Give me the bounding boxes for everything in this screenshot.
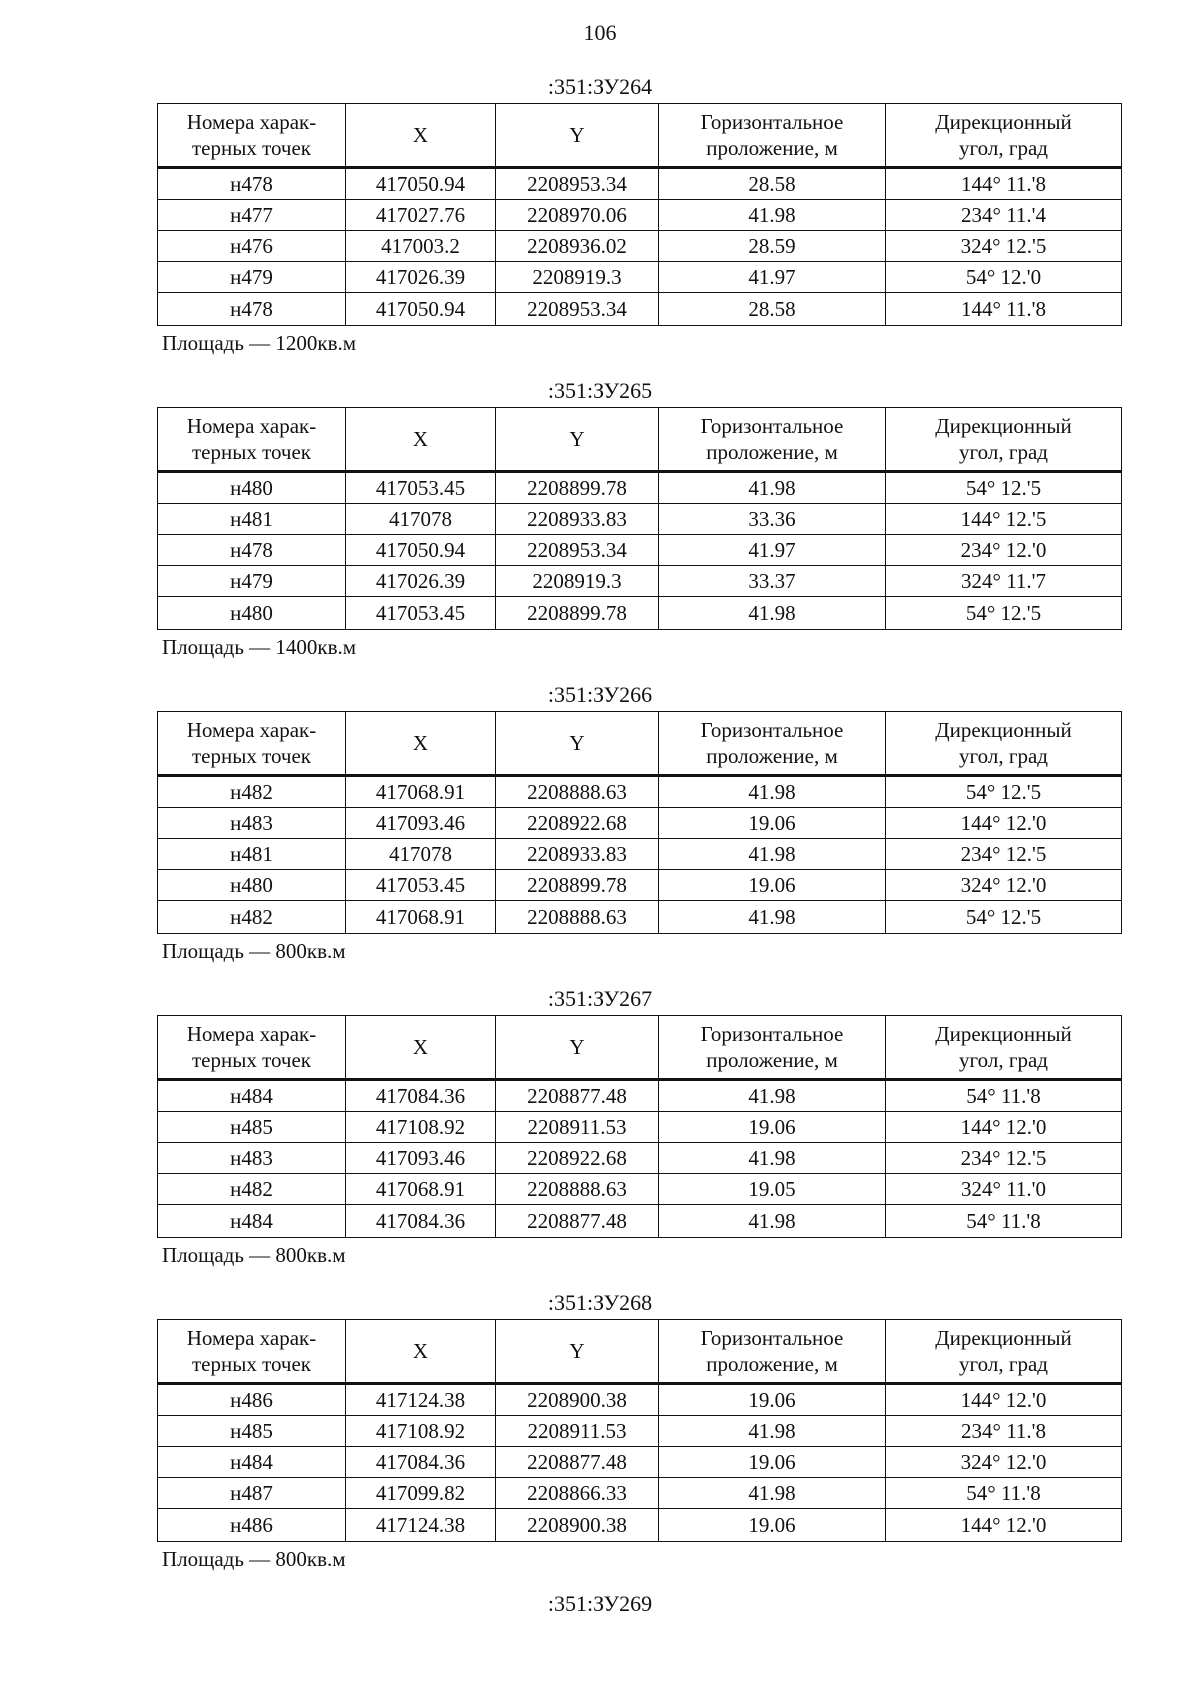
parcel-section [0,983,1200,1287]
cell-distance: 41.98 [659,901,886,934]
cell-distance: 41.98 [659,1478,886,1509]
cell-y: 2208911.53 [496,1112,659,1143]
header-y: Y [496,1016,659,1080]
cell-distance: 33.37 [659,566,886,597]
parcel-area: Площадь — 800кв.м [162,1243,346,1267]
table-row [158,566,1122,597]
table-row [158,1478,1122,1509]
table-row [158,200,1122,231]
cell-y: 2208911.53 [496,1416,659,1447]
parcel-list [0,71,1200,1591]
page-number: 106 [583,20,617,45]
cell-angle: 54° 11.'8 [886,1478,1122,1509]
cell-y: 2208933.83 [496,839,659,870]
cell-point: н483 [158,1143,346,1174]
cell-point: н478 [158,535,346,566]
cell-y: 2208933.83 [496,504,659,535]
cell-point: н484 [158,1080,346,1112]
cell-x: 417084.36 [346,1080,496,1112]
cell-x: 417053.45 [346,472,496,504]
header-distance: Горизонтальное проложение, м [659,408,886,472]
cell-angle: 324° 11.'0 [886,1174,1122,1205]
cell-point: н480 [158,597,346,630]
cell-y: 2208899.78 [496,472,659,504]
cell-point: н484 [158,1447,346,1478]
header-angle: Дирекционный угол, град [886,1016,1122,1080]
table-row [158,535,1122,566]
cell-distance: 19.06 [659,1384,886,1416]
cell-y: 2208899.78 [496,870,659,901]
cell-angle: 144° 12.'0 [886,1384,1122,1416]
header-angle: Дирекционный угол, град [886,408,1122,472]
cell-x: 417068.91 [346,901,496,934]
cell-y: 2208953.34 [496,535,659,566]
header-y: Y [496,408,659,472]
table-row [158,776,1122,808]
cell-x: 417050.94 [346,535,496,566]
cell-distance: 41.97 [659,262,886,293]
cell-distance: 19.06 [659,1509,886,1542]
table-row [158,231,1122,262]
cell-point: н481 [158,839,346,870]
table-row [158,901,1122,934]
cell-y: 2208899.78 [496,597,659,630]
cell-point: н478 [158,168,346,200]
cell-point: н484 [158,1205,346,1238]
cell-x: 417050.94 [346,293,496,326]
coordinates-table [157,711,1122,934]
cell-x: 417053.45 [346,870,496,901]
cell-angle: 54° 12.'5 [886,597,1122,630]
cell-distance: 19.06 [659,808,886,839]
cell-distance: 41.98 [659,1143,886,1174]
header-distance: Горизонтальное проложение, м [659,1016,886,1080]
next-parcel-title: :351:ЗУ269 [547,1591,653,1616]
table-row [158,597,1122,630]
cell-point: н482 [158,1174,346,1205]
table-header-row [158,1320,1122,1384]
cell-y: 2208900.38 [496,1384,659,1416]
cell-x: 417099.82 [346,1478,496,1509]
cell-y: 2208922.68 [496,1143,659,1174]
parcel-title: :351:ЗУ267 [547,986,653,1011]
cell-distance: 41.98 [659,472,886,504]
cell-y: 2208953.34 [496,168,659,200]
header-angle: Дирекционный угол, град [886,712,1122,776]
table-row [158,808,1122,839]
table-row [158,293,1122,326]
cell-x: 417093.46 [346,1143,496,1174]
header-x: X [346,1320,496,1384]
cell-angle: 144° 12.'0 [886,1509,1122,1542]
cell-distance: 41.97 [659,535,886,566]
table-row [158,1205,1122,1238]
table-row [158,870,1122,901]
header-y: Y [496,104,659,168]
header-y: Y [496,712,659,776]
parcel-section [0,71,1200,375]
cell-point: н485 [158,1112,346,1143]
cell-x: 417084.36 [346,1447,496,1478]
cell-point: н480 [158,870,346,901]
cell-y: 2208877.48 [496,1205,659,1238]
cell-point: н479 [158,566,346,597]
cell-x: 417124.38 [346,1509,496,1542]
cell-point: н482 [158,776,346,808]
cell-angle: 54° 12.'5 [886,472,1122,504]
cell-point: н487 [158,1478,346,1509]
cell-angle: 54° 12.'5 [886,901,1122,934]
cell-angle: 144° 11.'8 [886,168,1122,200]
cell-distance: 41.98 [659,776,886,808]
cell-point: н482 [158,901,346,934]
cell-point: н483 [158,808,346,839]
cell-point: н481 [158,504,346,535]
cell-y: 2208888.63 [496,901,659,934]
cell-angle: 324° 11.'7 [886,566,1122,597]
parcel-area: Площадь — 1400кв.м [162,635,357,659]
table-row [158,504,1122,535]
table-header-row [158,1016,1122,1080]
table-row [158,1509,1122,1542]
cell-x: 417053.45 [346,597,496,630]
header-angle: Дирекционный угол, град [886,104,1122,168]
parcel-title: :351:ЗУ266 [547,682,653,707]
table-row [158,168,1122,200]
cell-y: 2208877.48 [496,1080,659,1112]
cell-angle: 324° 12.'0 [886,870,1122,901]
header-points: Номера харак- терных точек [158,408,346,472]
cell-angle: 324° 12.'0 [886,1447,1122,1478]
cell-y: 2208900.38 [496,1509,659,1542]
table-header-row [158,104,1122,168]
cell-angle: 144° 12.'5 [886,504,1122,535]
cell-x: 417108.92 [346,1416,496,1447]
coordinates-table [157,1015,1122,1238]
coordinates-table [157,1319,1122,1542]
cell-x: 417050.94 [346,168,496,200]
parcel-title: :351:ЗУ265 [547,378,653,403]
cell-x: 417078 [346,839,496,870]
parcel-area: Площадь — 800кв.м [162,939,346,963]
parcel-area: Площадь — 800кв.м [162,1547,346,1571]
cell-x: 417093.46 [346,808,496,839]
parcel-area: Площадь — 1200кв.м [162,331,357,355]
cell-y: 2208970.06 [496,200,659,231]
header-points: Номера харак- терных точек [158,712,346,776]
header-x: X [346,1016,496,1080]
header-distance: Горизонтальное проложение, м [659,1320,886,1384]
cell-angle: 54° 12.'5 [886,776,1122,808]
cell-y: 2208877.48 [496,1447,659,1478]
cell-y: 2208866.33 [496,1478,659,1509]
cell-x: 417084.36 [346,1205,496,1238]
cell-point: н477 [158,200,346,231]
cell-distance: 41.98 [659,1080,886,1112]
cell-angle: 234° 11.'8 [886,1416,1122,1447]
cell-x: 417124.38 [346,1384,496,1416]
table-row [158,1174,1122,1205]
cell-distance: 41.98 [659,597,886,630]
header-points: Номера харак- терных точек [158,1016,346,1080]
cell-angle: 234° 12.'0 [886,535,1122,566]
table-row [158,1112,1122,1143]
table-row [158,839,1122,870]
cell-distance: 19.05 [659,1174,886,1205]
cell-y: 2208953.34 [496,293,659,326]
table-row [158,1080,1122,1112]
cell-x: 417068.91 [346,776,496,808]
cell-distance: 33.36 [659,504,886,535]
cell-x: 417108.92 [346,1112,496,1143]
cell-y: 2208922.68 [496,808,659,839]
cell-distance: 19.06 [659,1112,886,1143]
cell-distance: 28.59 [659,231,886,262]
parcel-section [0,375,1200,679]
header-points: Номера харак- терных точек [158,1320,346,1384]
cell-angle: 324° 12.'5 [886,231,1122,262]
cell-x: 417068.91 [346,1174,496,1205]
cell-distance: 41.98 [659,839,886,870]
table-row [158,262,1122,293]
table-header-row [158,408,1122,472]
cell-point: н486 [158,1509,346,1542]
cell-x: 417026.39 [346,262,496,293]
parcel-title: :351:ЗУ268 [547,1290,653,1315]
cell-distance: 41.98 [659,1205,886,1238]
coordinates-table [157,103,1122,326]
cell-y: 2208888.63 [496,1174,659,1205]
cell-distance: 41.98 [659,1416,886,1447]
cell-y: 2208919.3 [496,262,659,293]
header-distance: Горизонтальное проложение, м [659,104,886,168]
table-row [158,472,1122,504]
cell-y: 2208888.63 [496,776,659,808]
table-header-row [158,712,1122,776]
cell-x: 417027.76 [346,200,496,231]
table-row [158,1384,1122,1416]
parcel-section [0,679,1200,983]
header-x: X [346,408,496,472]
header-angle: Дирекционный угол, град [886,1320,1122,1384]
table-row [158,1143,1122,1174]
cell-point: н486 [158,1384,346,1416]
cell-point: н485 [158,1416,346,1447]
cell-angle: 54° 11.'8 [886,1205,1122,1238]
table-row [158,1416,1122,1447]
cell-distance: 19.06 [659,1447,886,1478]
cell-point: н480 [158,472,346,504]
coordinates-table [157,407,1122,630]
cell-point: н479 [158,262,346,293]
header-distance: Горизонтальное проложение, м [659,712,886,776]
header-x: X [346,104,496,168]
cell-angle: 54° 11.'8 [886,1080,1122,1112]
header-points: Номера харак- терных точек [158,104,346,168]
table-row [158,1447,1122,1478]
header-x: X [346,712,496,776]
cell-angle: 54° 12.'0 [886,262,1122,293]
cell-angle: 234° 11.'4 [886,200,1122,231]
cell-x: 417078 [346,504,496,535]
cell-distance: 28.58 [659,293,886,326]
cell-distance: 28.58 [659,168,886,200]
cell-angle: 144° 12.'0 [886,1112,1122,1143]
cell-x: 417026.39 [346,566,496,597]
cell-y: 2208919.3 [496,566,659,597]
cell-angle: 234° 12.'5 [886,839,1122,870]
cell-distance: 41.98 [659,200,886,231]
parcel-section [0,1287,1200,1591]
cell-angle: 144° 11.'8 [886,293,1122,326]
cell-point: н478 [158,293,346,326]
cell-angle: 234° 12.'5 [886,1143,1122,1174]
cell-x: 417003.2 [346,231,496,262]
cell-point: н476 [158,231,346,262]
cell-distance: 19.06 [659,870,886,901]
parcel-title: :351:ЗУ264 [547,74,653,99]
cell-angle: 144° 12.'0 [886,808,1122,839]
header-y: Y [496,1320,659,1384]
cell-y: 2208936.02 [496,231,659,262]
